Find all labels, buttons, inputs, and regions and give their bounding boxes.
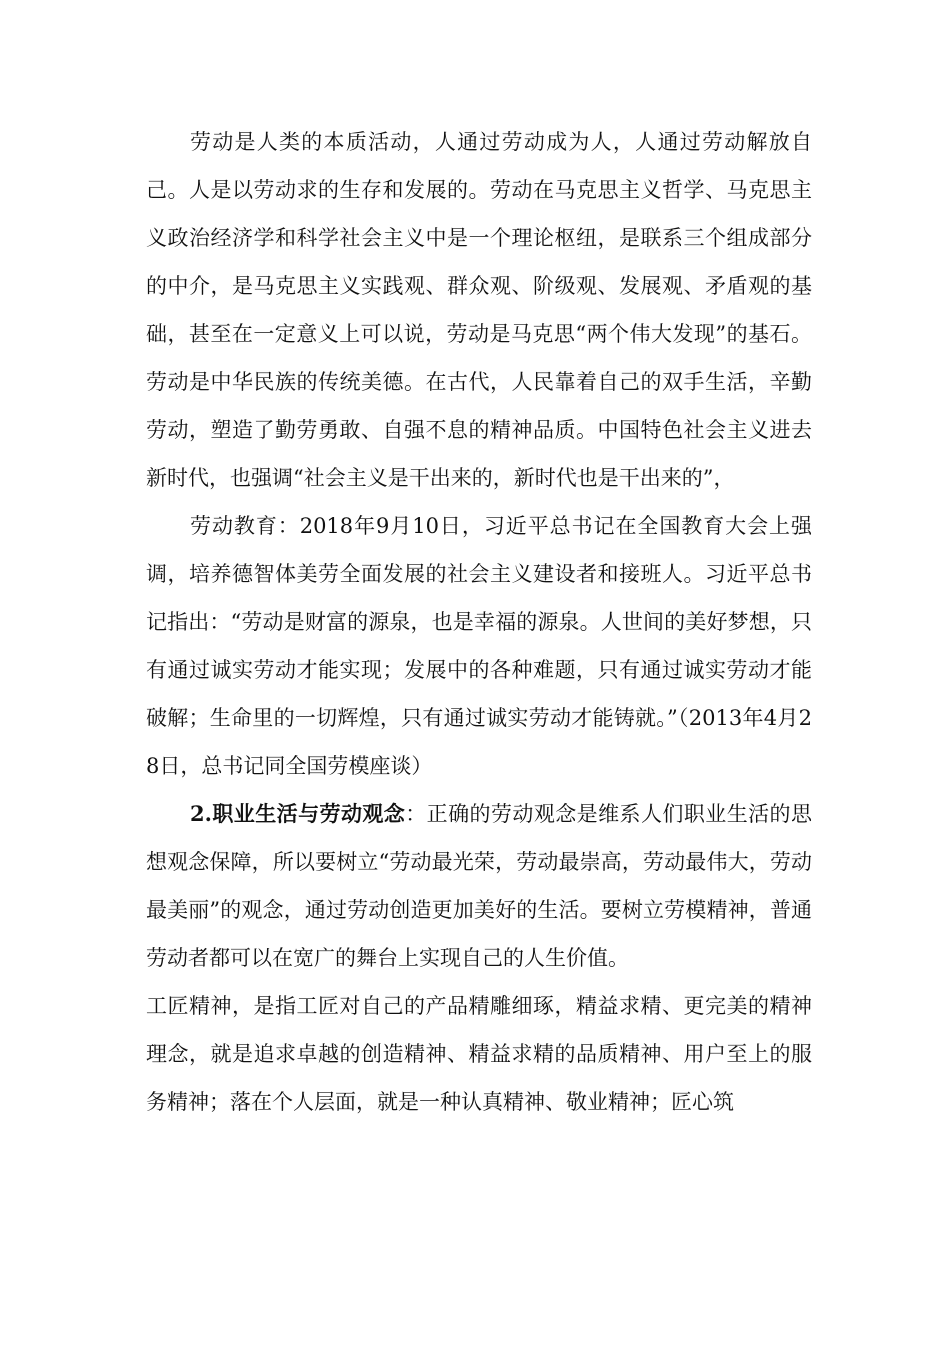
- paragraph-career-labor-concept: [146, 790, 812, 982]
- paragraph-labor-essence: 劳动是人类的本质活动，人通过劳动成为人，人通过劳动解放自己。人是以劳动求的生存和发展的。劳动在马克思主义哲学、马克思主义政治经济学和科学社会主义中是一个理论枢纽，是联系三个组成部分的中介，是马克思主义实践观、群众观、阶级观、发展观、矛盾观的基础，甚至在一定意义上可以说，劳动是马克思“两个伟大发现”的基石。劳动是中华民族的传统美德。在古代，人民靠着自己的双手生活，辛勤劳动，塑造了勤劳勇敢、自强不息的精神品质。中国特色社会主义进去新时代，也强调“社会主义是干出来的，新时代也是干出来的”，: [146, 130, 812, 490]
- paragraph-labor-education: 劳动教育：2018年9月10日，习近平总书记在全国教育大会上强调，培养德智体美劳全面发展的社会主义建设者和接班人。习近平总书记指出：“劳动是财富的源泉，也是幸福的源泉。人世间的美好梦想，只有通过诚实劳动才能实现；发展中的各种难题，只有通过诚实劳动才能破解；生命里的一切辉煌，只有通过诚实劳动才能铸就。”（2013年4月28日，总书记同全国劳模座谈）: [146, 514, 812, 778]
- section-heading: 2.职业生活与劳动观念: [190, 801, 406, 826]
- paragraph-craftsman-spirit: 工匠精神，是指工匠对自己的产品精雕细琢，精益求精、更完美的精神理念，就是追求卓越的创造精神、精益求精的品质精神、用户至上的服务精神；落在个人层面，就是一种认真精神、敬业精神；匠心筑: [146, 994, 812, 1114]
- document-body: [146, 118, 812, 1126]
- section-body: ：正确的劳动观念是维系人们职业生活的思想观念保障，所以要树立“劳动最光荣，劳动最崇高，劳动最伟大，劳动最美丽”的观念，通过劳动创造更加美好的生活。要树立劳模精神，普通劳动者都可以在宽广的舞台上实现自己的人生价值。: [146, 802, 812, 970]
